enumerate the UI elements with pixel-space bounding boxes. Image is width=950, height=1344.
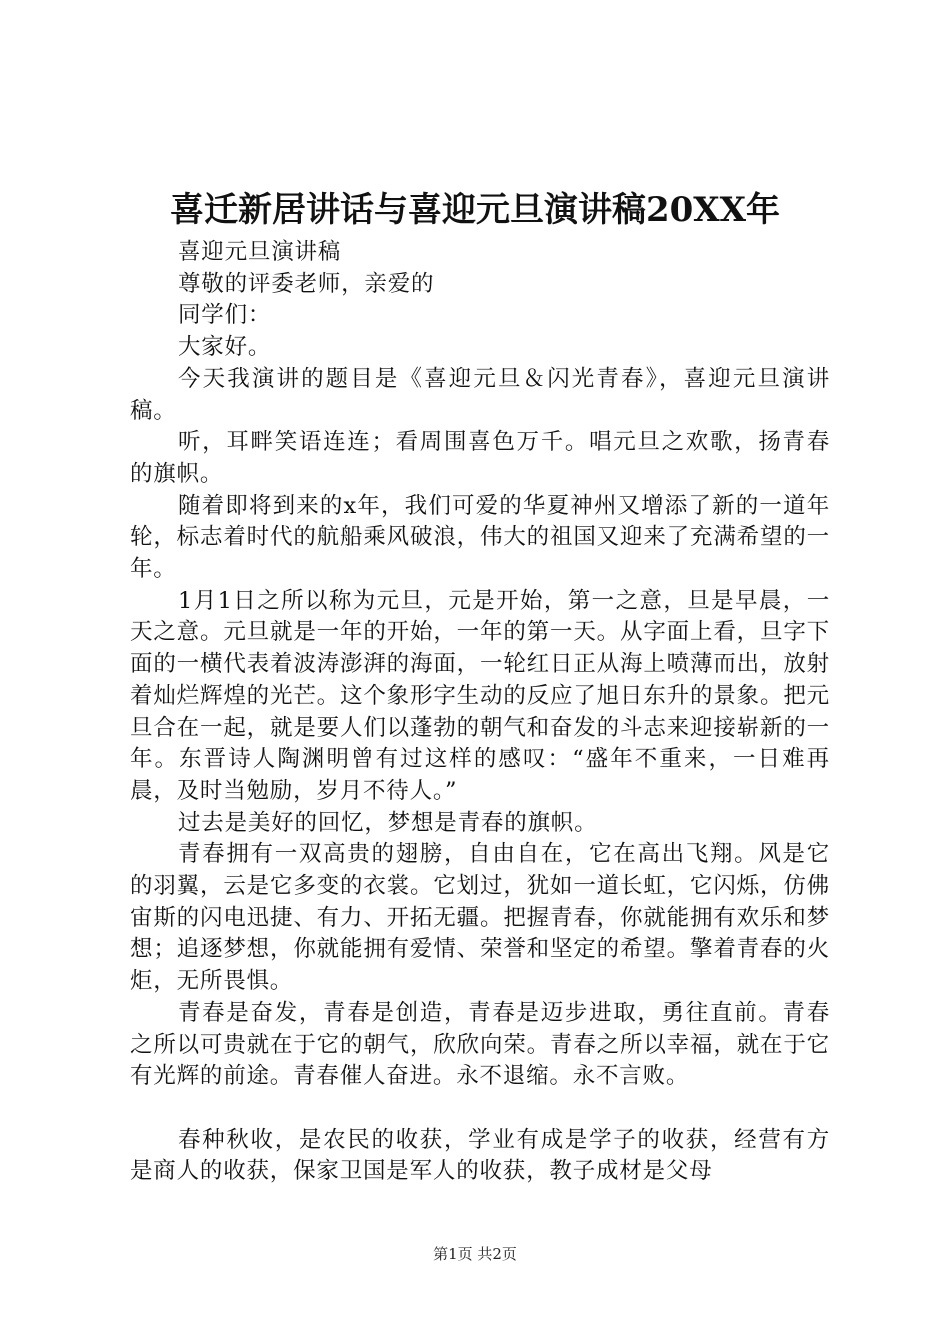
paragraph-subtitle: 喜迎元旦演讲稿: [178, 239, 342, 265]
paragraph-salutation-cont: 同学们：: [178, 302, 272, 329]
paragraph: 随着即将到来的x年，我们可爱的华夏神州又增添了新的一道年轮，标志着时代的航船乘风破浪，伟大的祖国又迎来了充满希望的一年。: [130, 492, 830, 583]
paragraph-greeting: 大家好。: [178, 334, 272, 361]
paragraph: 过去是美好的回忆，梦想是青春的旗帜。: [178, 809, 598, 836]
paragraph-salutation: 尊敬的评委老师，亲爱的: [178, 270, 435, 297]
document-body: [130, 237, 830, 1188]
paragraph: 青春是奋发，青春是创造，青春是迈步进取，勇往直前。青春之所以可贵就在于它的朝气，欣欣向荣。青春之所以幸福，就在于它有光辉的前途。青春催人奋进。永不退缩。永不言败。: [130, 999, 830, 1090]
paragraph: 春种秋收，是农民的收获，学业有成是学子的收获，经营有方是商人的收获，保家卫国是军人的收获，教子成材是父母: [130, 1126, 830, 1185]
paragraph: 今天我演讲的题目是《喜迎元旦＆闪光青春》，喜迎元旦演讲稿。: [130, 365, 830, 424]
document-title: 喜迁新居讲话与喜迎元旦演讲稿20XX年: [169, 190, 781, 230]
paragraph: 1月1日之所以称为元旦，元是开始，第一之意，旦是早晨，一天之意。元旦就是一年的开始，一年的第一天。从字面上看，旦字下面的一横代表着波涛澎湃的海面，一轮红日正从海上喷薄而出，放射着灿烂辉煌的光芒。这个象形字生动的反应了旭日东升的景象。把元旦合在一起，就是要人们以蓬勃的朝气和奋发的斗志来迎接崭新的一年。东晋诗人陶渊明曾有过这样的感叹：“盛年不重来，一日难再晨，及时当勉励，岁月不待人。”: [130, 587, 830, 804]
paragraph: 听，耳畔笑语连连；看周围喜色万千。唱元旦之欢歌，扬青春的旗帜。: [130, 429, 830, 487]
paragraph-spacer: [130, 1093, 830, 1125]
paragraph: 青春拥有一双高贵的翅膀，自由自在，它在高出飞翔。风是它的羽翼，云是它多变的衣裳。它划过，犹如一道长虹，它闪烁，仿佛宙斯的闪电迅捷、有力、开拓无疆。把握青春，你就能拥有欢乐和梦想；追逐梦想，你就能拥有爱情、荣誉和坚定的希望。擎着青春的火炬，无所畏惧。: [130, 841, 830, 995]
page-number: 第1页 共2页: [433, 1245, 517, 1263]
